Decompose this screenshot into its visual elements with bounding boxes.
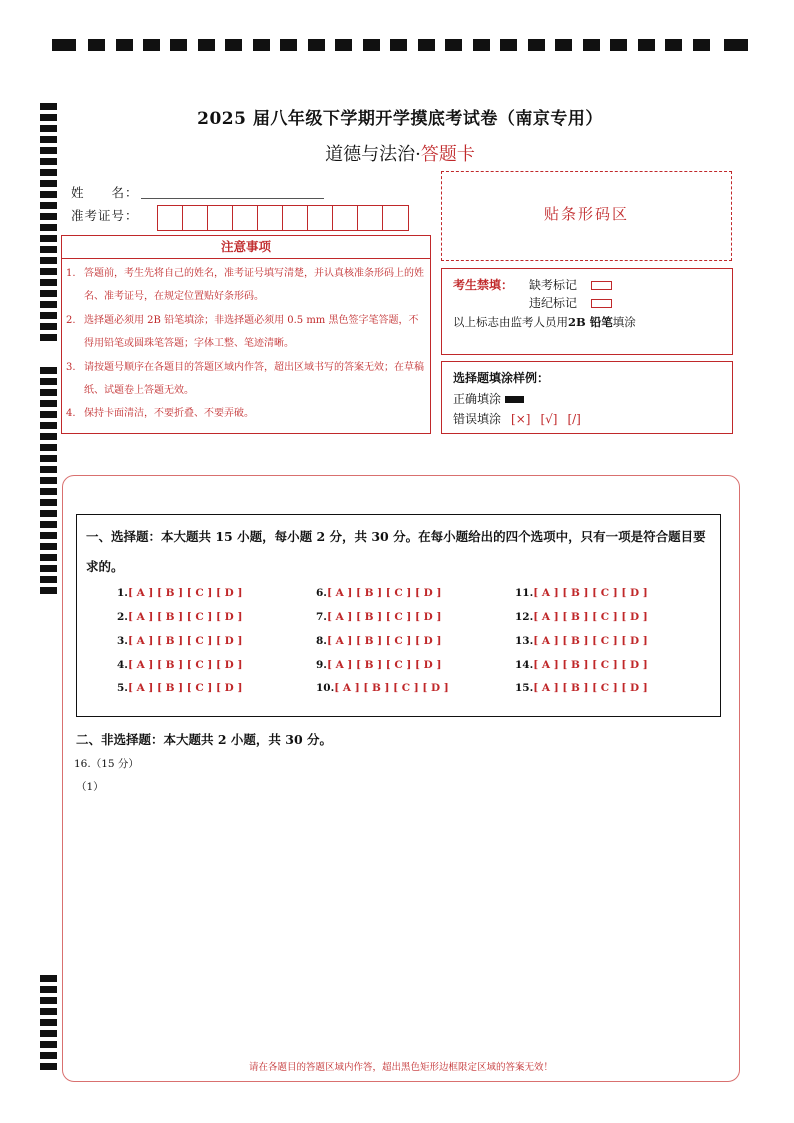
name-field[interactable]	[141, 198, 324, 199]
timing-mark	[610, 39, 627, 51]
subject-name: 道德与法治·	[325, 144, 421, 165]
notice-item	[66, 356, 428, 403]
timing-mark	[638, 39, 655, 51]
timing-mark	[40, 279, 57, 286]
timing-mark	[40, 576, 57, 583]
mc-question-number: 2.	[117, 611, 128, 623]
timing-mark	[40, 323, 57, 330]
mc-answer-options[interactable]: [ A ] [ B ] [ C ] [ D ]	[127, 611, 243, 623]
notice-item-number: 3.	[66, 361, 76, 373]
exam-id-label: 准考证号：	[71, 208, 139, 223]
mc-question-number: 14.	[515, 659, 534, 671]
timing-mark	[40, 1019, 57, 1026]
timing-mark	[40, 422, 57, 429]
timing-mark	[693, 39, 710, 51]
notice-item-number: 1.	[66, 268, 76, 279]
mc-question-number: 3.	[117, 635, 128, 647]
violation-mark-label: 违纪标记	[529, 296, 578, 310]
violation-mark-box[interactable]	[591, 299, 612, 308]
timing-mark	[40, 510, 57, 517]
timing-mark	[40, 488, 57, 495]
mc-answer-options[interactable]: [ A ] [ B ] [ C ] [ D ]	[326, 587, 442, 599]
mc-question-12	[515, 611, 648, 623]
timing-mark	[40, 565, 57, 572]
exam-id-digit-box[interactable]	[283, 206, 308, 230]
correct-fill-row	[453, 390, 524, 407]
notice-title: 注意事项	[61, 235, 431, 259]
examiner-note	[453, 314, 636, 330]
timing-mark	[40, 235, 57, 242]
timing-mark	[253, 39, 270, 51]
exam-id-digit-box[interactable]	[333, 206, 358, 230]
timing-mark	[40, 444, 57, 451]
wrong-fill-sample-1: [×]	[511, 412, 531, 426]
mc-question-number: 5.	[117, 682, 128, 694]
notice-item-text: 保持卡面清洁，不要折叠、不要弄破。	[84, 408, 254, 420]
timing-mark	[40, 246, 57, 253]
mc-question-11	[515, 587, 648, 599]
timing-mark	[40, 499, 57, 506]
notice-item-number: 2.	[66, 314, 76, 326]
timing-mark	[170, 39, 187, 51]
subject-title	[200, 140, 600, 166]
timing-mark	[418, 39, 435, 51]
examiner-note-pencil: 2B 铅笔	[568, 315, 613, 329]
timing-mark	[724, 39, 748, 51]
top-timing-marks	[52, 39, 748, 53]
timing-mark	[40, 125, 57, 132]
absent-mark-row	[529, 276, 612, 293]
notice-item	[66, 309, 428, 356]
notice-item-text: 请按题号顺序在各题目的答题区域内作答，超出区域书写的答案无效；在草稿纸、试题卷上答题无效。	[84, 361, 424, 397]
absent-mark-box[interactable]	[591, 281, 612, 290]
left-timing-marks-upper	[40, 103, 57, 598]
timing-mark	[363, 39, 380, 51]
timing-mark	[40, 114, 57, 121]
timing-mark	[40, 532, 57, 539]
fill-sample-title: 选择题填涂样例：	[453, 371, 550, 385]
mc-question-14	[515, 659, 648, 671]
mc-question-number: 8.	[316, 635, 327, 647]
question-16-part-1-label: （1）	[76, 781, 104, 793]
notice-item	[66, 402, 428, 425]
timing-mark	[40, 257, 57, 264]
mc-question-5	[117, 682, 242, 694]
mc-answer-options[interactable]: [ A ] [ B ] [ C ] [ D ]	[127, 635, 243, 647]
timing-mark	[40, 587, 57, 594]
timing-mark	[52, 39, 76, 51]
timing-mark	[40, 411, 57, 418]
exam-id-digit-box[interactable]	[208, 206, 233, 230]
correct-fill-label: 正确填涂	[453, 392, 502, 406]
wrong-fill-label: 错误填涂	[453, 412, 502, 426]
timing-mark	[40, 213, 57, 220]
mc-question-number: 4.	[117, 659, 128, 671]
timing-mark	[143, 39, 160, 51]
mc-question-1	[117, 587, 242, 599]
mc-question-number: 10.	[316, 682, 335, 694]
question-16-answer-area[interactable]	[70, 800, 730, 1050]
notice-item-text: 答题前，考生先将自己的姓名，准考证号填写清楚，并认真核准条形码上的姓名、准考证号，在规定位置贴好条形码。	[84, 268, 424, 303]
examiner-note-end: 填涂	[612, 315, 636, 329]
timing-mark	[40, 521, 57, 528]
timing-mark	[198, 39, 215, 51]
timing-mark	[555, 39, 572, 51]
section2-heading: 二、非选择题：本大题共 2 小题，共 30 分。	[76, 732, 333, 747]
timing-mark	[390, 39, 407, 51]
timing-mark	[473, 39, 490, 51]
timing-mark	[280, 39, 297, 51]
timing-mark	[445, 39, 462, 51]
timing-mark	[40, 400, 57, 407]
timing-mark	[40, 334, 57, 341]
timing-mark	[40, 1052, 57, 1059]
mc-answer-options[interactable]: [ A ] [ B ] [ C ] [ D ]	[533, 587, 648, 599]
name-label: 姓 名：	[71, 185, 139, 200]
mc-answer-options[interactable]: [ A ] [ B ] [ C ] [ D ]	[334, 682, 449, 694]
timing-mark	[40, 1030, 57, 1037]
mc-question-4	[117, 659, 242, 671]
examiner-note-text: 以上标志由监考人员用	[453, 315, 568, 329]
mc-answer-options[interactable]: [ A ] [ B ] [ C ] [ D ]	[127, 587, 243, 599]
timing-mark	[225, 39, 242, 51]
mc-answer-options[interactable]: [ A ] [ B ] [ C ] [ D ]	[326, 635, 442, 647]
mc-question-6	[316, 587, 441, 599]
exam-id-digit-box[interactable]	[258, 206, 283, 230]
timing-mark	[335, 39, 352, 51]
timing-mark	[116, 39, 133, 51]
timing-mark	[40, 169, 57, 176]
timing-mark	[40, 455, 57, 462]
mc-question-8	[316, 635, 441, 647]
exam-id-digit-box[interactable]	[358, 206, 383, 230]
timing-mark	[88, 39, 105, 51]
timing-mark	[40, 147, 57, 154]
exam-id-digit-box[interactable]	[308, 206, 333, 230]
timing-mark	[40, 268, 57, 275]
timing-mark	[40, 191, 57, 198]
violation-mark-row	[529, 294, 612, 311]
timing-mark	[40, 224, 57, 231]
timing-mark	[308, 39, 325, 51]
mc-question-number: 1.	[117, 587, 128, 599]
left-timing-marks-lower	[40, 975, 57, 1070]
mc-answer-options[interactable]: [ A ] [ B ] [ C ] [ D ]	[533, 659, 648, 671]
timing-mark	[40, 158, 57, 165]
wrong-fill-sample-2: [√]	[540, 412, 558, 426]
mc-question-10	[316, 682, 449, 694]
examiner-only-title: 考生禁填：	[453, 278, 514, 292]
timing-mark	[40, 290, 57, 297]
timing-mark	[40, 466, 57, 473]
mc-question-number: 6.	[316, 587, 327, 599]
timing-mark	[40, 1008, 57, 1015]
notice-item-text: 选择题必须用 2B 铅笔填涂；非选择题必须用 0.5 mm 黑色签字笔答题，不得用铅笔或圆珠笔答题；字体工整、笔迹清晰。	[84, 314, 419, 350]
question-16-label: 16.（15 分）	[74, 758, 139, 770]
exam-id-digit-box[interactable]	[233, 206, 258, 230]
section1-intro: 一、选择题：本大题共 15 小题，每小题 2 分，共 30 分。在每小题给出的四个选项中，只有一项是符合题目要求的。	[86, 529, 706, 574]
mc-answer-options[interactable]: [ A ] [ B ] [ C ] [ D ]	[127, 682, 243, 694]
wrong-fill-row	[453, 410, 581, 427]
mc-question-number: 7.	[316, 611, 327, 623]
footer-note: 请在各题目的答题区域内作答，超出黑色矩形边框限定区域的答案无效！	[248, 1062, 553, 1073]
timing-mark	[40, 1041, 57, 1048]
mc-question-7	[316, 611, 441, 623]
timing-mark	[500, 39, 517, 51]
exam-id-boxes[interactable]	[157, 205, 409, 231]
mc-answer-options[interactable]: [ A ] [ B ] [ C ] [ D ]	[326, 611, 442, 623]
mc-question-number: 11.	[515, 587, 534, 599]
timing-mark	[40, 997, 57, 1004]
mc-question-3	[117, 635, 242, 647]
mc-question-9	[316, 659, 441, 671]
mc-question-2	[117, 611, 242, 623]
mc-answer-options[interactable]: [ A ] [ B ] [ C ] [ D ]	[127, 659, 243, 671]
mc-question-number: 15.	[515, 682, 534, 694]
timing-mark	[40, 312, 57, 319]
notice-item	[66, 262, 428, 309]
barcode-label: 贴条形码区	[543, 205, 629, 223]
mc-question-number: 9.	[316, 659, 327, 671]
mc-question-13	[515, 635, 648, 647]
mc-answer-options[interactable]: [ A ] [ B ] [ C ] [ D ]	[533, 611, 648, 623]
correct-fill-sample	[505, 396, 524, 403]
timing-mark	[528, 39, 545, 51]
timing-mark	[40, 1063, 57, 1070]
timing-mark	[40, 477, 57, 484]
timing-mark	[40, 389, 57, 396]
timing-mark	[40, 975, 57, 982]
notice-item-number: 4.	[66, 408, 76, 420]
exam-id-digit-box[interactable]	[383, 206, 408, 230]
timing-mark	[40, 543, 57, 550]
card-label: 答题卡	[420, 144, 475, 165]
exam-title: 2025 届八年级下学期开学摸底考试卷（南京专用）	[197, 109, 603, 129]
mc-answer-options[interactable]: [ A ] [ B ] [ C ] [ D ]	[533, 635, 648, 647]
mc-answer-options[interactable]: [ A ] [ B ] [ C ] [ D ]	[326, 659, 442, 671]
exam-id-digit-box[interactable]	[183, 206, 208, 230]
notice-list	[66, 262, 428, 426]
absent-mark-label: 缺考标记	[529, 278, 578, 292]
wrong-fill-sample-3: [/]	[567, 412, 581, 426]
timing-mark	[665, 39, 682, 51]
timing-mark	[40, 367, 57, 374]
timing-mark	[40, 554, 57, 561]
timing-mark	[583, 39, 600, 51]
timing-mark	[40, 433, 57, 440]
timing-mark	[40, 103, 57, 110]
mc-question-number: 13.	[515, 635, 534, 647]
timing-mark	[40, 301, 57, 308]
timing-mark	[40, 986, 57, 993]
timing-mark	[40, 202, 57, 209]
mc-question-number: 12.	[515, 611, 534, 623]
exam-id-digit-box[interactable]	[158, 206, 183, 230]
mc-answer-options[interactable]: [ A ] [ B ] [ C ] [ D ]	[533, 682, 648, 694]
timing-mark	[40, 378, 57, 385]
timing-mark	[40, 180, 57, 187]
mc-question-15	[515, 682, 648, 694]
timing-mark	[40, 136, 57, 143]
